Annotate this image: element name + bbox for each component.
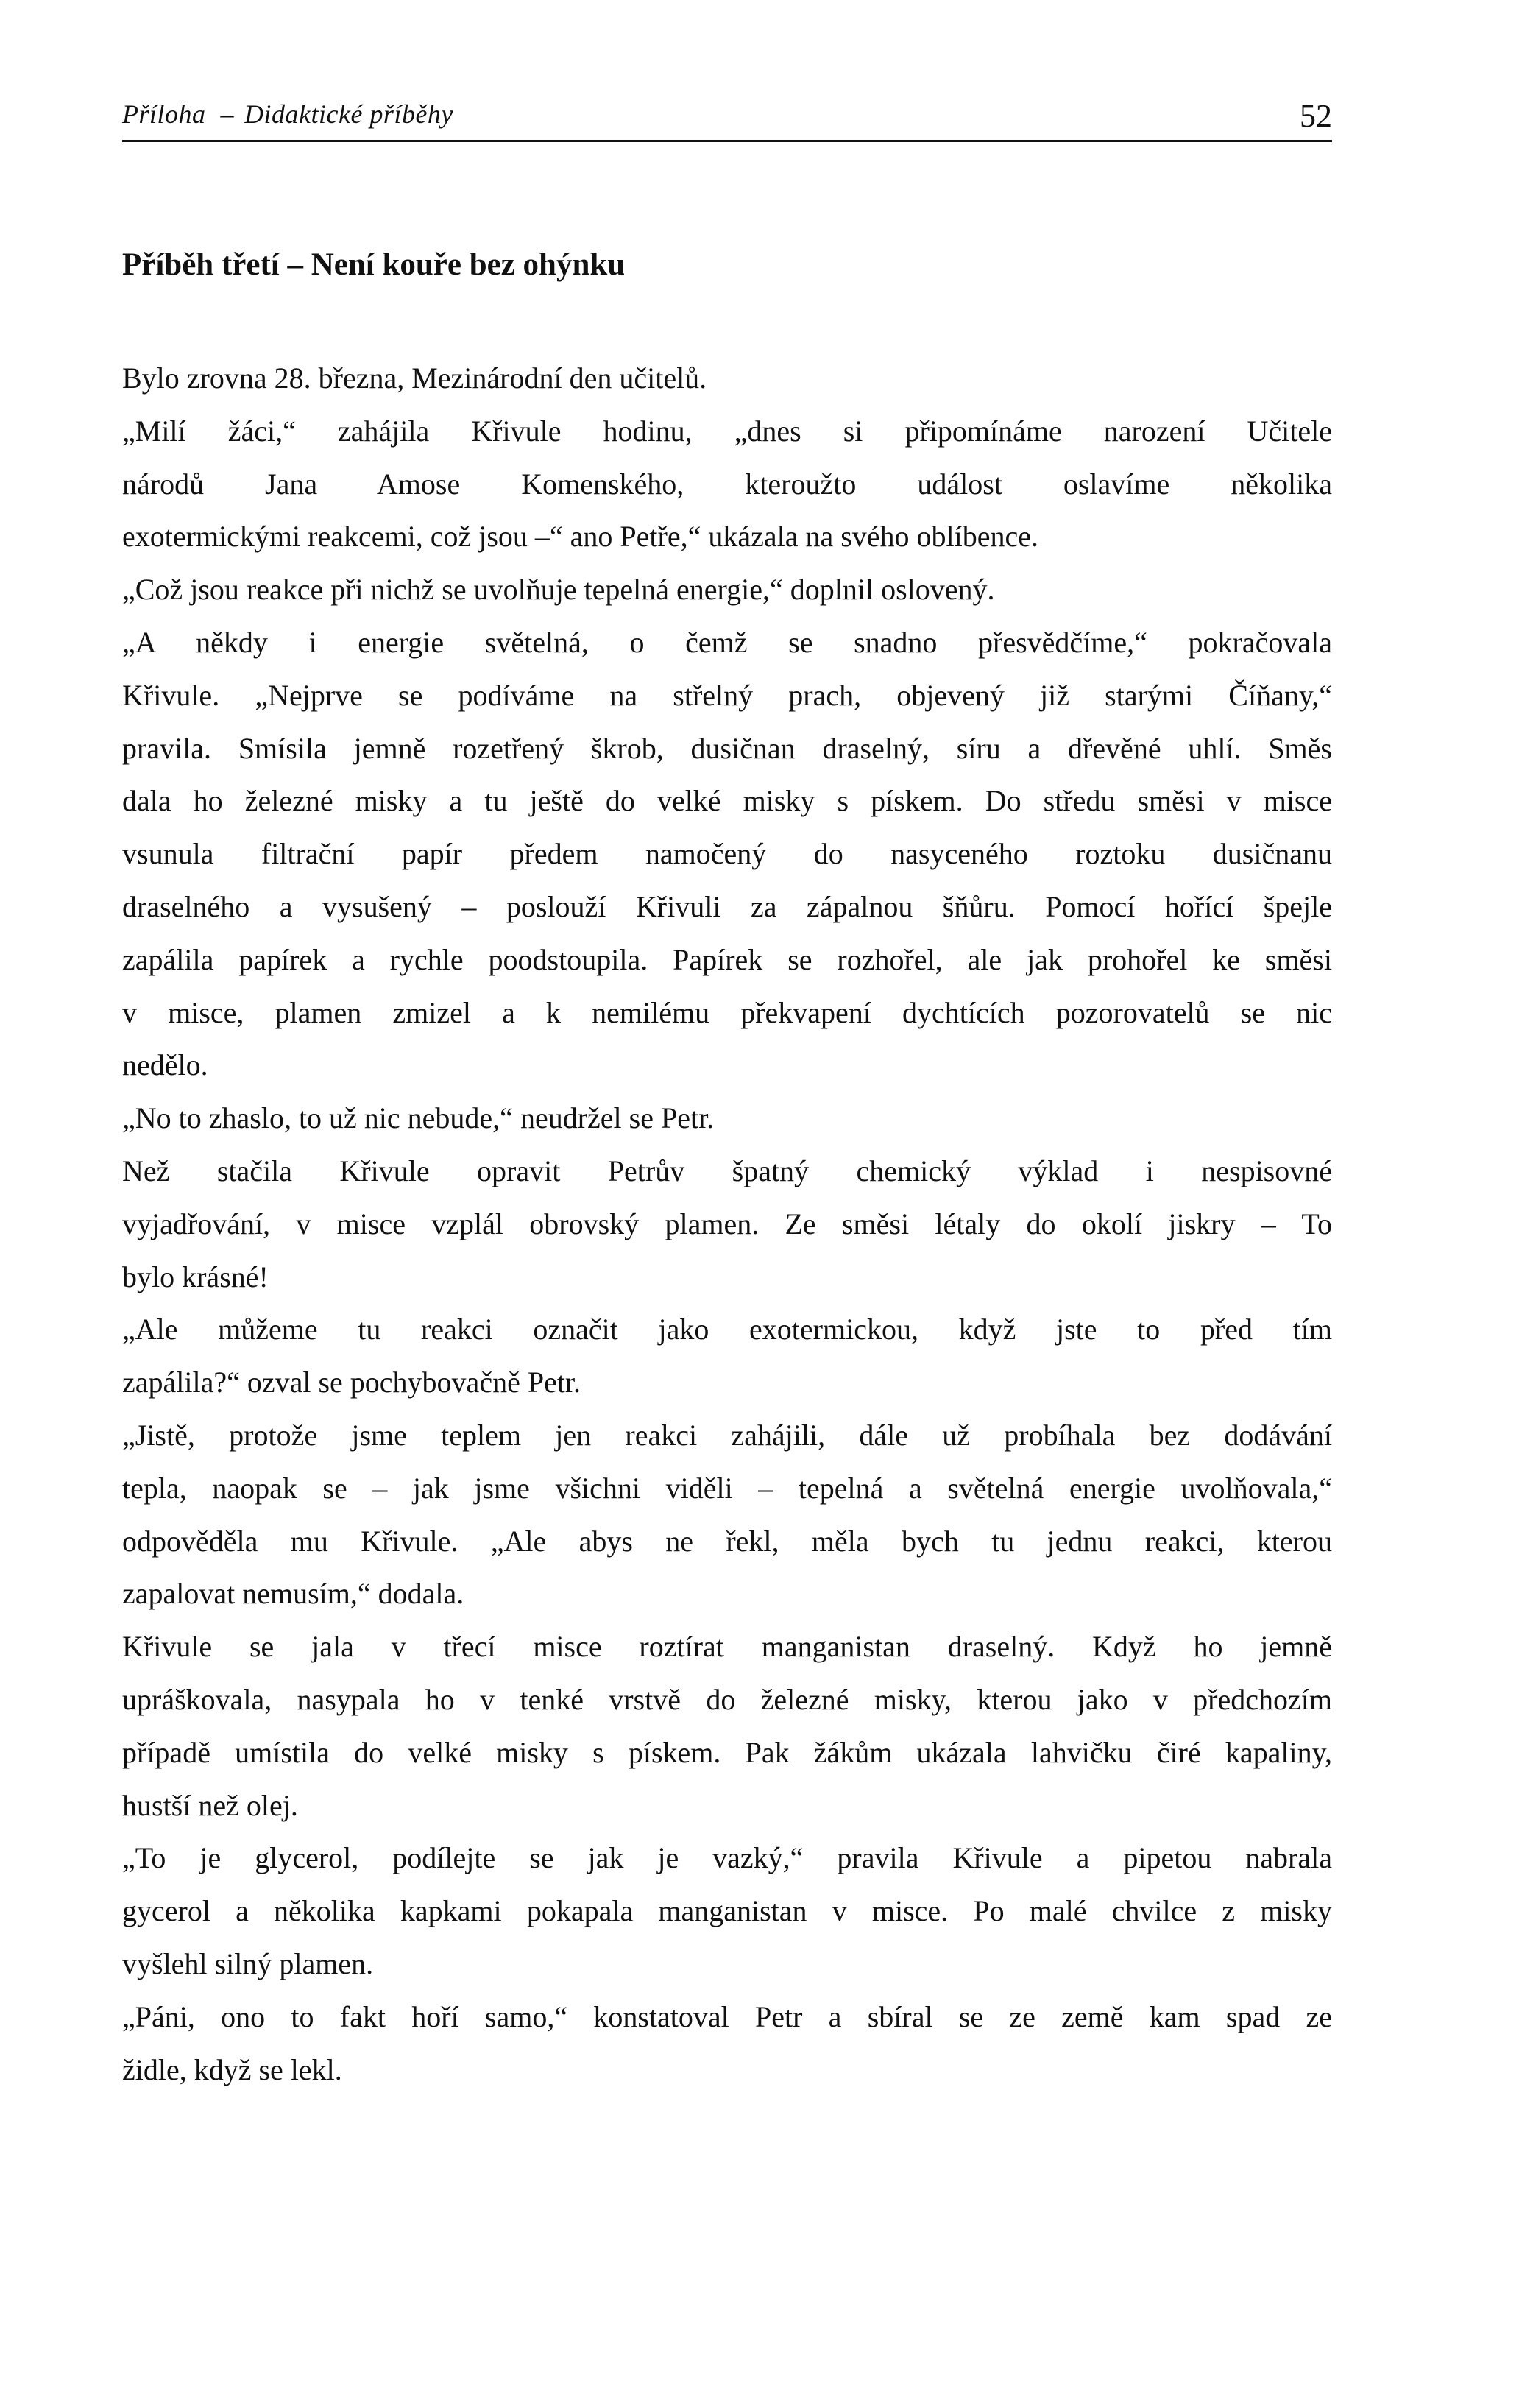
text-line: exotermickými reakcemi, což jsou –“ ano Petře,“ ukázala na svého oblíbence. (122, 520, 1039, 554)
text-line: zapálila?“ ozval se pochybovačně Petr. (122, 1366, 581, 1399)
text-line: vyšlehl silný plamen. (122, 1946, 374, 1980)
text-line: tepla, naopak se – jak jsme všichni viděli – tepelná a světelná energie uvolňovala,“ (122, 1471, 1332, 1505)
page-number: 52 (1300, 98, 1332, 134)
text-line: Bylo zrovna 28. března, Mezinárodní den učitelů. (122, 361, 707, 395)
story-body (122, 352, 1332, 2096)
text-line: „Což jsou reakce při nichž se uvolňuje tepelná energie,“ doplnil oslovený. (122, 573, 995, 607)
text-line: národů Jana Amose Komenského, kteroužto událost oslavíme několika (122, 467, 1332, 501)
text-line: „Ale můžeme tu reakci označit jako exotermickou, když jste to před tím (122, 1313, 1332, 1346)
running-head-title: Didaktické příběhy (244, 99, 453, 129)
text-line: draselného a vysušený – poslouží Křivuli za zápalnou šňůru. Pomocí hořící špejle (122, 889, 1332, 923)
running-head-separator: – (220, 99, 235, 129)
running-head-section: Příloha (122, 99, 206, 129)
text-line: vsunula filtrační papír předem namočený do nasyceného roztoku dusičnanu (122, 837, 1332, 871)
page-header (122, 87, 1332, 142)
text-line: židle, když se lekl. (122, 2052, 342, 2086)
text-line: „A někdy i energie světelná, o čemž se snadno přesvědčíme,“ pokračovala (122, 625, 1332, 659)
text-line: bylo krásné! (122, 1260, 269, 1293)
text-line: Křivule se jala v třecí misce roztírat manganistan draselný. Když ho jemně (122, 1630, 1332, 1664)
text-line: v misce, plamen zmizel a k nemilému překvapení dychtících pozorovatelů se nic (122, 995, 1332, 1029)
text-line: dala ho železné misky a tu ještě do velké misky s pískem. Do středu směsi v misce (122, 784, 1332, 818)
text-line: upráškovala, nasypala ho v tenké vrstvě do železné misky, kterou jako v předchozím (122, 1682, 1332, 1716)
text-line: vyjadřování, v misce vzplál obrovský plamen. Ze směsi létaly do okolí jiskry – To (122, 1207, 1332, 1240)
text-line: „To je glycerol, podílejte se jak je vazký,“ pravila Křivule a pipetou nabrala (122, 1841, 1332, 1875)
text-line: „Jistě, protože jsme teplem jen reakci zahájili, dále už probíhala bez dodávání (122, 1418, 1332, 1452)
text-line: hustší než olej. (122, 1788, 298, 1822)
text-line: zapálila papírek a rychle poodstoupila. Papírek se rozhořel, ale jak prohořel ke směsi (122, 942, 1332, 976)
text-line: nedělo. (122, 1048, 208, 1082)
text-line: „Milí žáci,“ zahájila Křivule hodinu, „dnes si připomínáme narození Učitele (122, 414, 1332, 448)
text-line: „Páni, ono to fakt hoří samo,“ konstatoval Petr a sbíral se ze země kam spad ze (122, 1999, 1332, 2033)
text-line: Křivule. „Nejprve se podíváme na střelný prach, objevený již starými Číňany,“ (122, 678, 1332, 712)
text-line: zapalovat nemusím,“ dodala. (122, 1577, 464, 1611)
text-line: Než stačila Křivule opravit Petrův špatný chemický výklad i nespisovné (122, 1154, 1332, 1187)
text-line: případě umístila do velké misky s pískem. Pak žákům ukázala lahvičku čiré kapaliny, (122, 1735, 1332, 1769)
text-line: gycerol a několika kapkami pokapala manganistan v misce. Po malé chvilce z misky (122, 1894, 1332, 1928)
text-line: pravila. Smísila jemně rozetřený škrob, dusičnan draselný, síru a dřevěné uhlí. Směs (122, 731, 1332, 765)
running-head (122, 99, 453, 130)
text-line: odpověděla mu Křivule. „Ale abys ne řekl, měla bych tu jednu reakci, kterou (122, 1524, 1332, 1558)
story-title: Příběh třetí – Není kouře bez ohýnku (122, 247, 626, 282)
text-line: „No to zhaslo, to už nic nebude,“ neudržel se Petr. (122, 1101, 715, 1135)
